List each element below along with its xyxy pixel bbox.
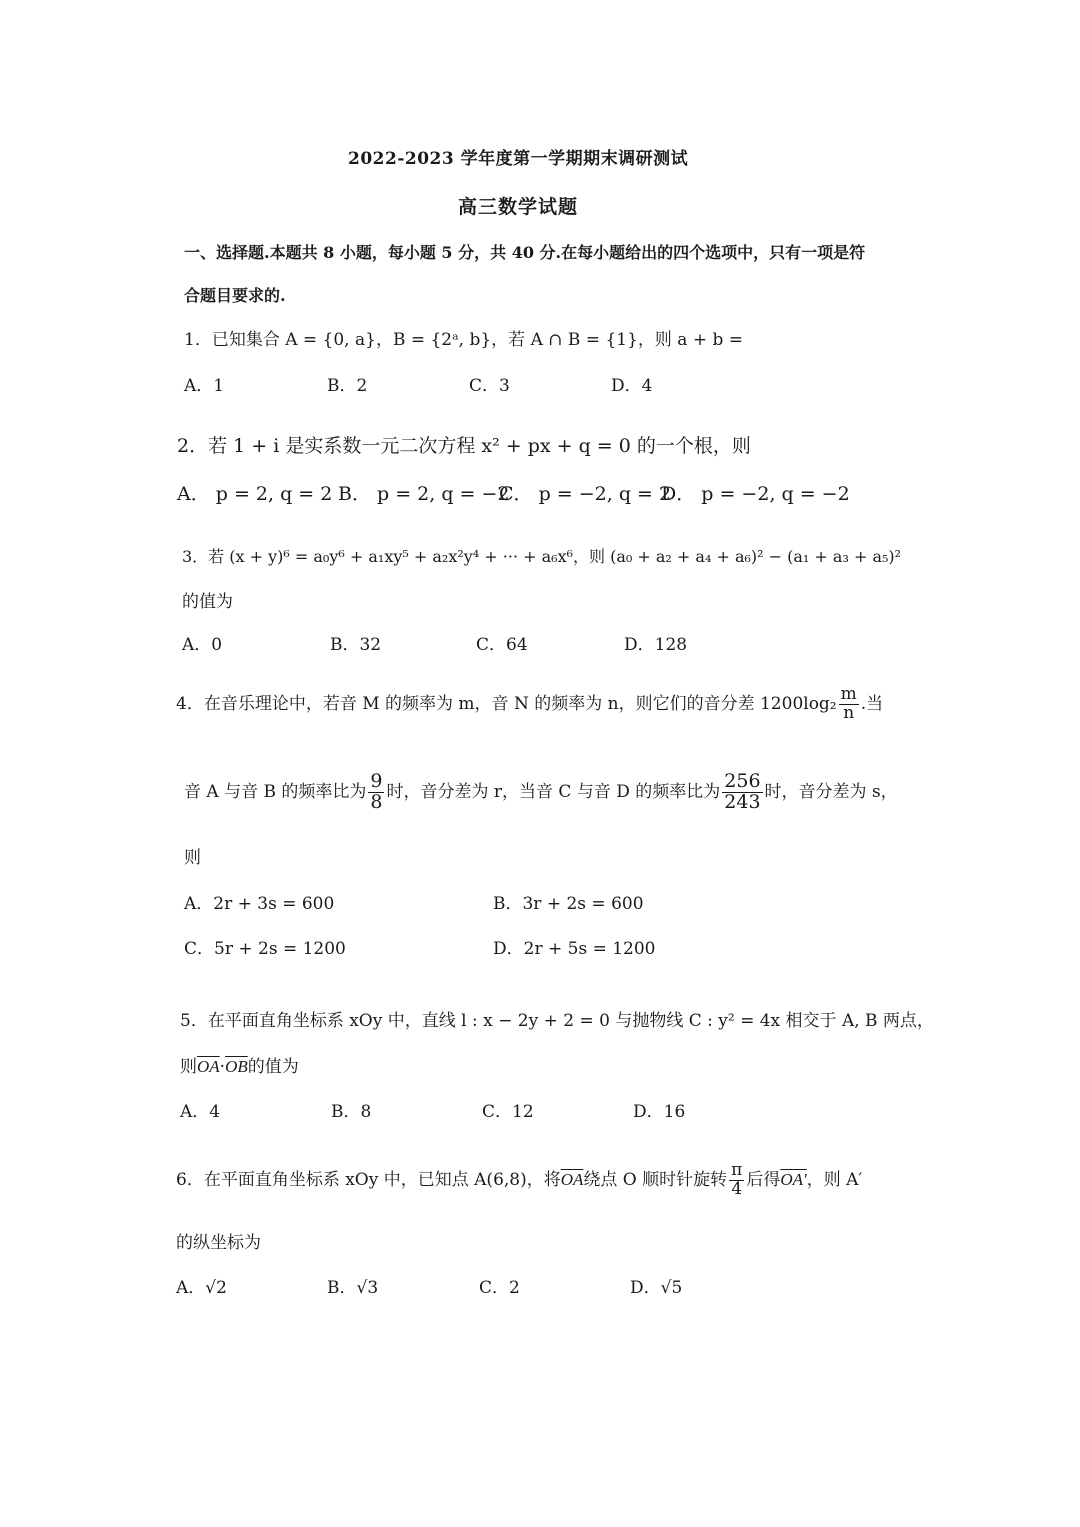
question-4-option-d: D．2r + 5s = 1200 [493, 939, 656, 959]
question-5-option-d: D．16 [633, 1102, 686, 1122]
question-4-option-c: C．5r + 2s = 1200 [184, 939, 346, 959]
question-4-stem-tail: .当 [860, 693, 884, 714]
exam-title: 2022-2023 学年度第一学期期末调研测试 [348, 149, 689, 169]
question-4-line-3: 则 [184, 848, 201, 868]
vector-oa: $\overline{OA}$ [560, 1169, 584, 1189]
question-6-text-d: ，则 A′ [806, 1169, 863, 1190]
question-2-option-b: B． p = 2, q = −2 [338, 483, 510, 505]
question-3-option-a: A．0 [182, 635, 223, 655]
question-6-text-a: 6．在平面直角坐标系 xOy 中，已知点 A(6,8)，将 [176, 1169, 561, 1190]
question-4-fraction-256-over-243 [722, 772, 762, 813]
question-3-option-d: D．128 [624, 635, 688, 655]
vector-oa-prime: OA′ [780, 1169, 807, 1189]
exam-subtitle: 高三数学试题 [458, 196, 579, 218]
question-1-option-a: A．1 [184, 376, 225, 396]
question-6-stem-continued: 的纵坐标为 [176, 1233, 261, 1253]
fraction-numerator: 9 [370, 770, 383, 792]
vector-ob: $\overline{OB}$ [225, 1057, 248, 1076]
question-6-option-b: B．√3 [327, 1278, 379, 1298]
fraction-denominator: 4 [731, 1178, 743, 1199]
question-2-option-c: C． p = −2, q = 2 [499, 483, 672, 505]
question-3-stem-continued: 的值为 [182, 592, 233, 612]
question-6-option-d: D．√5 [630, 1278, 683, 1298]
question-4-stem-text: 4．在音乐理论中，若音 M 的频率为 m，音 N 的频率为 n，则它们的音分差 1200log₂ [176, 693, 837, 714]
section-instruction-line2: 合题目要求的. [184, 286, 286, 305]
question-5-stem-continued [180, 1052, 299, 1077]
question-6-option-a: A．√2 [176, 1278, 227, 1298]
fraction-numerator: 256 [724, 770, 761, 792]
question-4-option-a: A．2r + 3s = 600 [184, 894, 335, 914]
question-2-option-d: D． p = −2, q = −2 [661, 483, 850, 505]
question-4-line-2-text-b: 时，音分差为 r，当音 C 与音 D 的频率比为 [386, 781, 721, 802]
question-4-line-2 [184, 772, 898, 813]
question-6-text-b: 绕点 O 顺时针旋转 [583, 1169, 728, 1190]
question-3-stem: 3．若 (x + y)⁶ = a₀y⁶ + a₁xy⁵ + a₂x²y⁴ + ··· + a₆x⁶，则 (a₀ + a₂ + a₄ + a₆)² − (a₁ + a₃ + a₅)² [182, 547, 902, 566]
section-instruction-line1: 一、选择题.本题共 8 小题，每小题 5 分，共 40 分.在每小题给出的四个选项中，只有一项是符 [184, 243, 866, 262]
question-4-fraction-9-over-8 [368, 772, 384, 813]
question-4-line-2-text-a: 音 A 与音 B 的频率比为 [184, 781, 367, 802]
question-5-option-c: C．12 [482, 1102, 534, 1122]
question-6-stem [176, 1162, 862, 1199]
question-4-line-2-text-c: 时，音分差为 s， [764, 781, 898, 802]
question-2-stem: 2．若 1 + i 是实系数一元二次方程 x² + px + q = 0 的一个根，则 [177, 435, 751, 457]
question-6-option-c: C．2 [479, 1278, 520, 1298]
question-5-text-a: 则 [180, 1057, 197, 1077]
fraction-denominator: 243 [724, 790, 761, 813]
fraction-numerator: m [840, 684, 857, 704]
question-4-stem [176, 686, 883, 723]
vector-oa: $\overline{OA}$ [197, 1057, 220, 1076]
question-3-option-c: C．64 [476, 635, 528, 655]
question-6-text-c: 后得 [746, 1169, 781, 1190]
question-5-option-a: A．4 [180, 1102, 221, 1122]
question-4-option-b: B．3r + 2s = 600 [493, 894, 644, 914]
question-1-option-d: D．4 [611, 376, 653, 396]
question-4-fraction-m-over-n [839, 686, 859, 723]
question-5-option-b: B．8 [331, 1102, 372, 1122]
question-2-option-a: A． p = 2, q = 2 [177, 483, 333, 505]
fraction-denominator: n [843, 702, 855, 723]
question-1-option-b: B．2 [327, 376, 368, 396]
fraction-denominator: 8 [370, 790, 383, 813]
dot-operator: · [219, 1057, 226, 1077]
fraction-numerator: π [731, 1160, 743, 1180]
question-5-text-b: 的值为 [247, 1057, 299, 1077]
question-3-option-b: B．32 [330, 635, 382, 655]
question-1-stem: 1．已知集合 A = {0, a}，B = {2ᵃ, b}，若 A ∩ B = {1}，则 a + b = [184, 330, 744, 350]
question-1-option-c: C．3 [469, 376, 510, 396]
question-5-stem: 5．在平面直角坐标系 xOy 中，直线 l : x − 2y + 2 = 0 与抛物线 C : y² = 4x 相交于 A, B 两点， [180, 1011, 934, 1031]
question-6-fraction-pi-over-4 [729, 1162, 744, 1199]
